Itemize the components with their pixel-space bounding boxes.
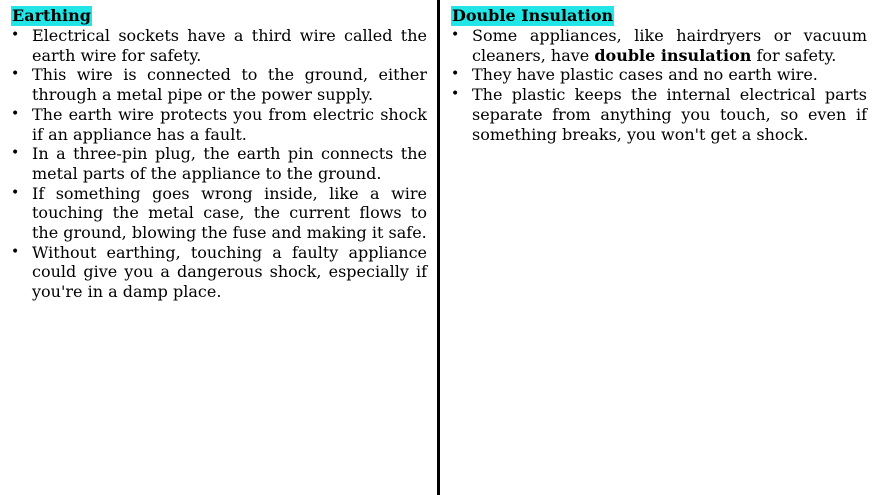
column-divider [437, 0, 440, 495]
bullet-text: Without earthing, touching a faulty appliance could give you a dangerous shock, especially if you're in a damp place. [32, 242, 427, 302]
bullet-text: If something goes wrong inside, like a wire touching the metal case, the current flows to the ground, blowing the fuse and making it safe. [32, 183, 427, 243]
bullet-icon: • [11, 145, 20, 162]
list-item [11, 144, 427, 183]
bullet-icon: • [451, 27, 460, 43]
bullet-text-after: for safety. [751, 45, 837, 65]
double-insulation-bullet-list [451, 26, 867, 144]
list-item [11, 105, 427, 144]
bullet-text: The earth wire protects you from electric shock if an appliance has a fault. [32, 104, 427, 144]
bullet-text: Electrical sockets have a third wire called the earth wire for safety. [32, 26, 427, 65]
list-item [451, 85, 867, 144]
list-item [11, 243, 427, 302]
list-item [451, 65, 867, 85]
list-item [11, 184, 427, 243]
bullet-icon: • [451, 86, 460, 103]
bullet-icon: • [451, 66, 460, 83]
double-insulation-column [451, 6, 867, 144]
bullet-text: The plastic keeps the internal electrical parts separate from anything you touch, so even if something breaks, you won't get a shock. [472, 85, 867, 144]
bullet-text-before: Some appliances, like hairdryers or vacuum cleaners, have [472, 26, 867, 65]
bullet-icon: • [11, 27, 20, 43]
bullet-text: This wire is connected to the ground, either through a metal pipe or the power supply. [32, 65, 427, 105]
bullet-text: In a three-pin plug, the earth pin connects the metal parts of the appliance to the ground. [32, 144, 427, 183]
list-item [451, 26, 867, 65]
bullet-icon: • [11, 243, 20, 260]
bullet-icon: • [11, 105, 20, 122]
list-item [11, 26, 427, 65]
list-item [11, 65, 427, 104]
bullet-icon: • [11, 66, 20, 83]
earthing-heading: Earthing [12, 6, 91, 25]
bullet-icon: • [11, 184, 20, 201]
bullet-text-bold: double insulation [594, 45, 752, 65]
double-insulation-heading: Double Insulation [452, 6, 614, 25]
earthing-bullet-list [11, 26, 427, 302]
earthing-column [11, 6, 427, 302]
bullet-text: They have plastic cases and no earth wire. [472, 65, 818, 85]
